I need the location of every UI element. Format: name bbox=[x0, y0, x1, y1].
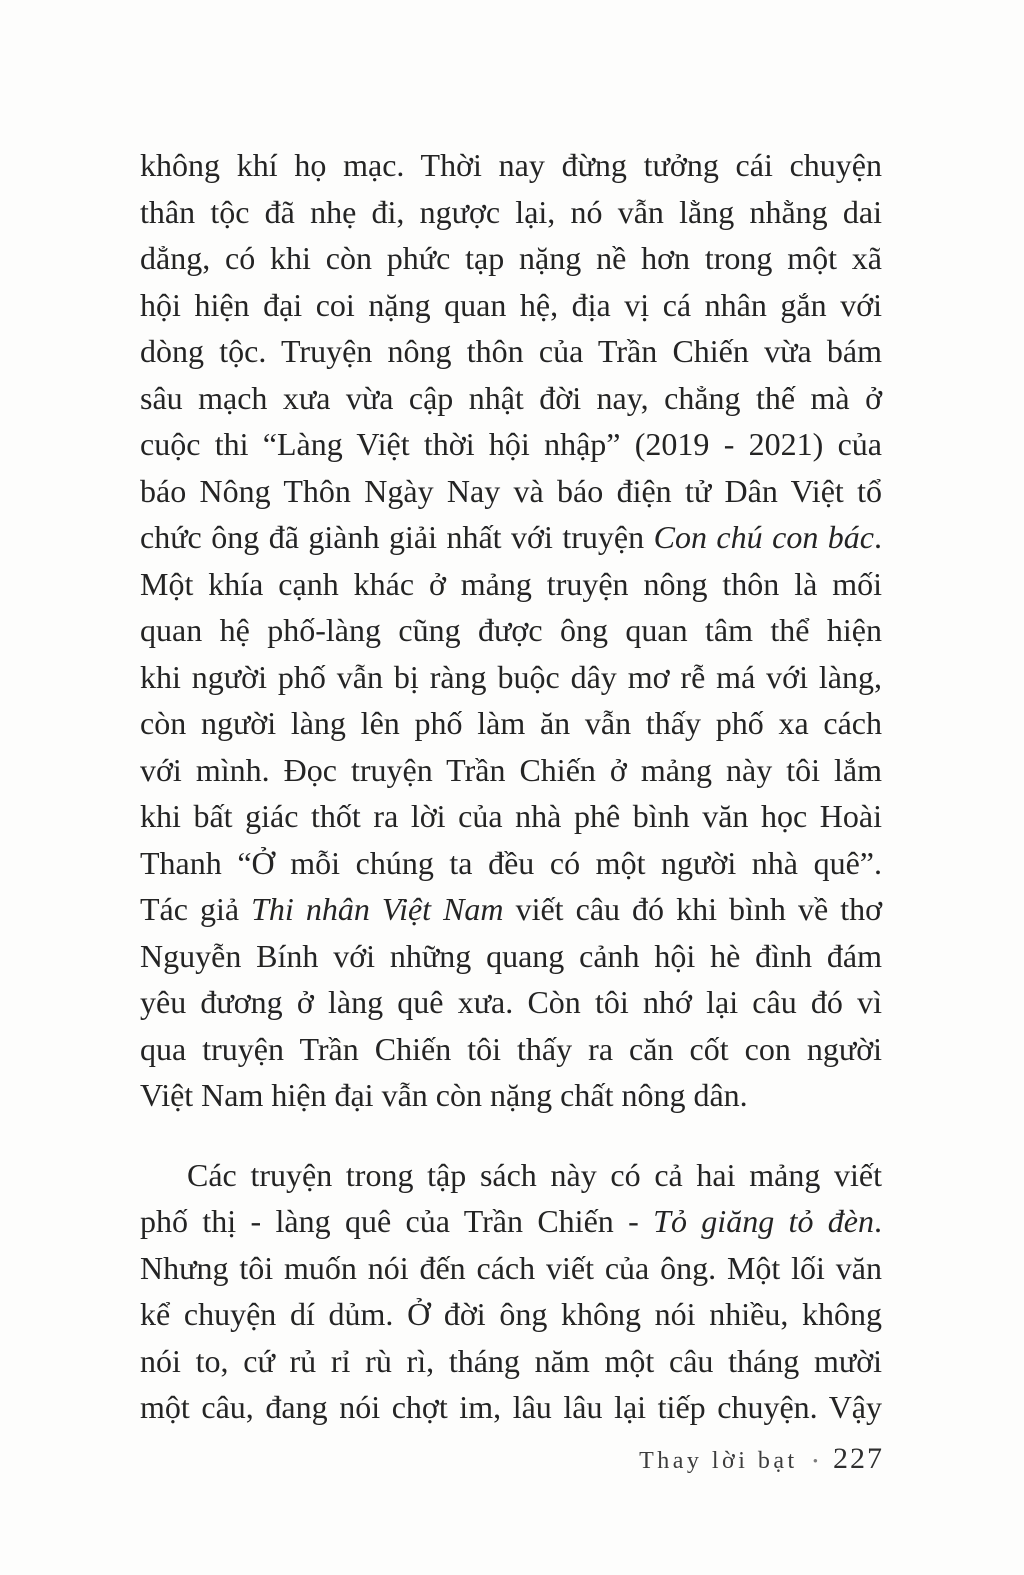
text-segment: phố thị - làng quê của Trần Chiến - bbox=[140, 1203, 654, 1239]
text-segment: nói to, cứ rủ rỉ rù rì, tháng năm một câu tháng mười bbox=[140, 1342, 882, 1379]
text-segment: chức ông đã giành giải nhất với truyện bbox=[140, 519, 654, 555]
text-segment: Một khía cạnh khác ở mảng truyện nông thôn là mối bbox=[140, 565, 882, 602]
text-line bbox=[140, 1338, 882, 1385]
italic-title-text: Thi nhân Việt Nam bbox=[251, 891, 504, 927]
text-segment: báo Nông Thôn Ngày Nay và báo điện tử Dân Việt tổ bbox=[140, 472, 882, 509]
text-segment: sâu mạch xưa vừa cập nhật đời nay, chẳng thế mà ở bbox=[140, 379, 882, 416]
footer-bullet-separator: • bbox=[812, 1454, 818, 1470]
text-segment: Các truyện trong tập sách này có cả hai mảng viết bbox=[187, 1156, 882, 1193]
text-line bbox=[140, 840, 882, 887]
text-segment: hội hiện đại coi nặng quan hệ, địa vị cá nhân gắn với bbox=[140, 286, 882, 323]
text-segment: Nguyễn Bính với những quang cảnh hội hè đình đám bbox=[140, 937, 882, 974]
text-segment: với mình. Đọc truyện Trần Chiến ở mảng này tôi lắm bbox=[140, 751, 882, 788]
text-line bbox=[140, 375, 882, 422]
text-line bbox=[140, 1152, 882, 1199]
page-body bbox=[140, 142, 882, 1431]
text-segment: quan hệ phố-làng cũng được ông quan tâm thể hiện bbox=[140, 612, 882, 648]
text-segment: Thanh “Ở mỗi chúng ta đều có một người nhà quê”. bbox=[140, 844, 882, 881]
text-line bbox=[140, 282, 882, 329]
text-segment: còn người làng lên phố làm ăn vẫn thấy phố xa cách bbox=[140, 705, 882, 741]
italic-title-text: Con chú con bác bbox=[653, 519, 875, 555]
text-line bbox=[140, 1291, 882, 1338]
text-line bbox=[140, 654, 882, 701]
page-footer bbox=[639, 1442, 884, 1476]
text-line bbox=[140, 793, 882, 840]
text-line bbox=[140, 933, 882, 980]
text-segment: . bbox=[874, 1203, 883, 1239]
text-line bbox=[140, 886, 882, 933]
text-line bbox=[140, 514, 882, 561]
text-segment: một câu, đang nói chợt im, lâu lâu lại tiếp chuyện. Vậy bbox=[140, 1389, 882, 1425]
text-line bbox=[140, 1198, 882, 1245]
text-segment: dẳng, có khi còn phức tạp nặng nề hơn trong một xã bbox=[140, 240, 882, 276]
text-segment: thân tộc đã nhẹ đi, ngược lại, nó vẫn lằng nhằng dai bbox=[140, 193, 882, 230]
text-segment: qua truyện Trần Chiến tôi thấy ra căn cốt con người bbox=[140, 1030, 882, 1067]
text-line bbox=[140, 700, 882, 747]
text-line bbox=[140, 561, 882, 608]
text-segment: kể chuyện dí dủm. Ở đời ông không nói nhiều, không bbox=[140, 1296, 882, 1332]
text-segment: khi người phố vẫn bị ràng buộc dây mơ rễ má với làng, bbox=[140, 658, 882, 695]
footer-page-number: 227 bbox=[833, 1442, 884, 1475]
footer-section-title: Thay lời bạt bbox=[639, 1448, 798, 1474]
text-line bbox=[140, 1072, 882, 1119]
text-line bbox=[140, 235, 882, 282]
text-line bbox=[140, 421, 882, 468]
text-segment: Việt Nam hiện đại vẫn còn nặng chất nông dân. bbox=[140, 1077, 748, 1113]
paragraph bbox=[140, 142, 882, 1119]
text-segment: khi bất giác thốt ra lời của nhà phê bình văn học Hoài bbox=[140, 798, 882, 834]
text-line bbox=[140, 1245, 882, 1292]
text-segment: . bbox=[874, 519, 883, 555]
text-segment: dòng tộc. Truyện nông thôn của Trần Chiến vừa bám bbox=[140, 333, 882, 369]
text-line bbox=[140, 328, 882, 375]
text-line bbox=[140, 189, 882, 236]
text-line bbox=[140, 607, 882, 654]
text-line bbox=[140, 142, 882, 189]
text-segment: Tác giả bbox=[140, 891, 252, 927]
text-line bbox=[140, 1026, 882, 1073]
text-segment: cuộc thi “Làng Việt thời hội nhập” (2019 - 2021) của bbox=[140, 426, 882, 462]
text-line bbox=[140, 747, 882, 794]
italic-title-text: Tỏ giăng tỏ đèn bbox=[653, 1203, 875, 1239]
text-segment: viết câu đó khi bình về thơ bbox=[503, 891, 883, 927]
text-segment: Nhưng tôi muốn nói đến cách viết của ông. Một lối văn bbox=[140, 1249, 882, 1286]
text-line bbox=[140, 979, 882, 1026]
paragraph bbox=[140, 1152, 882, 1431]
text-segment: yêu đương ở làng quê xưa. Còn tôi nhớ lại câu đó vì bbox=[140, 984, 882, 1020]
text-segment: không khí họ mạc. Thời nay đừng tưởng cái chuyện bbox=[140, 147, 882, 183]
text-line bbox=[140, 1384, 882, 1431]
text-line bbox=[140, 468, 882, 515]
